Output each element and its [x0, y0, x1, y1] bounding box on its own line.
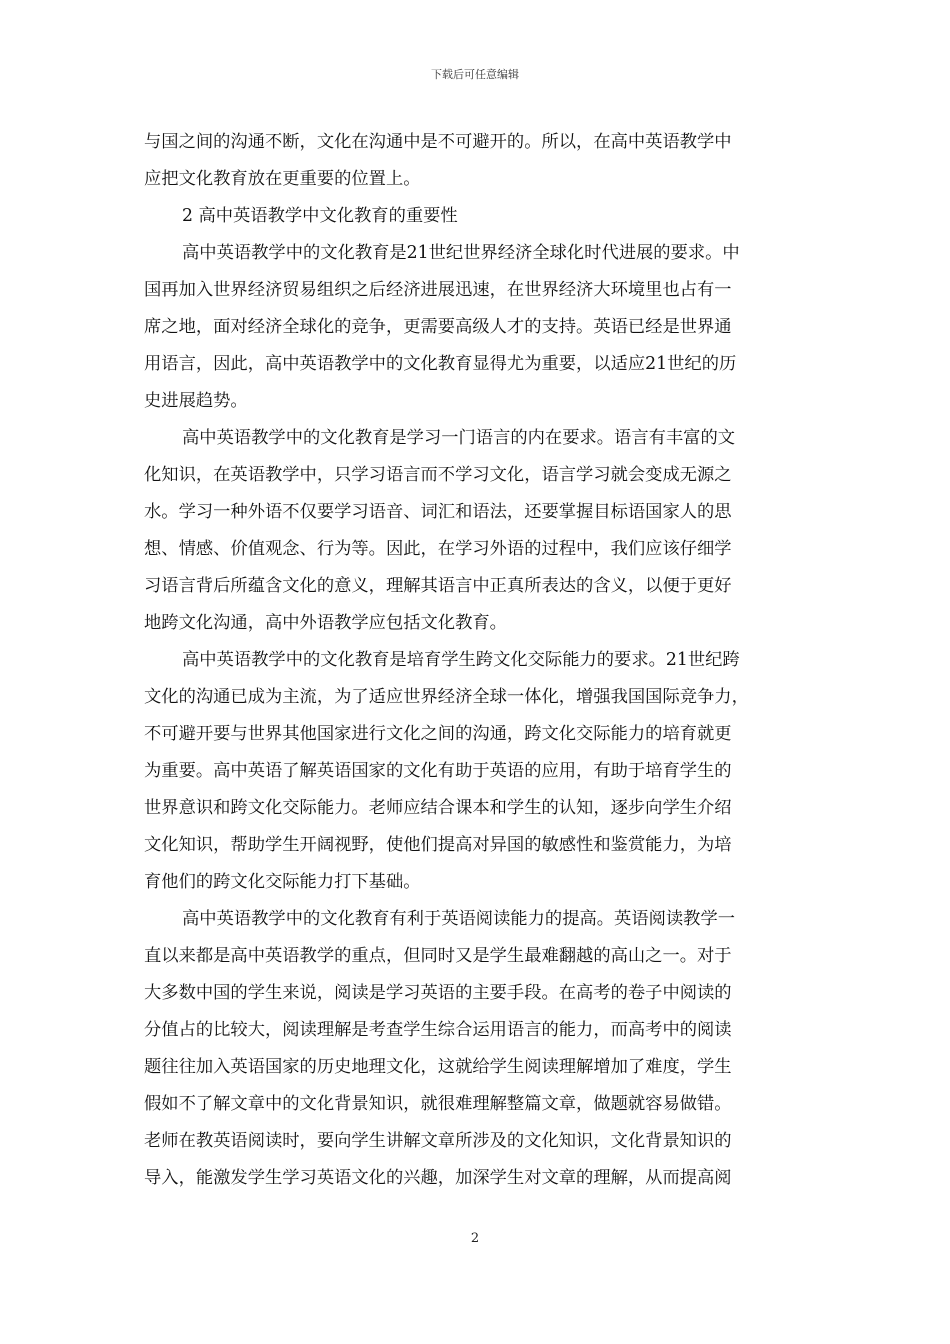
text-line: 地跨文化沟通，高中外语教学应包括文化教育。 [144, 613, 507, 633]
text-line: 国再加入世界经济贸易组织之后经济进展迅速，在世界经济大环境里也占有一 [144, 280, 732, 300]
text-line: 习语言背后所蕴含文化的意义，理解其语言中正真所表达的含义，以便于更好 [144, 576, 732, 596]
text-line: 高中英语教学中的文化教育有利于英语阅读能力的提高。英语阅读教学一 [182, 909, 736, 929]
text-line: 想、情感、价值观念、行为等。因此，在学习外语的过程中，我们应该仔细学 [144, 539, 732, 559]
text-line: 席之地，面对经济全球化的竞争，更需要高级人才的支持。英语已经是世界通 [144, 317, 732, 337]
text-line: 文化知识，帮助学生开阔视野，使他们提高对异国的敏感性和鉴赏能力，为培 [144, 835, 732, 855]
text-line: 文化的沟通已成为主流，为了适应世界经济全球一体化，增强我国国际竞争力， [144, 687, 749, 707]
text-line: 直以来都是高中英语教学的重点，但同时又是学生最难翻越的高山之一。对于 [144, 946, 732, 966]
text-line: 大多数中国的学生来说，阅读是学习英语的主要手段。在高考的卷子中阅读的 [144, 983, 732, 1003]
text-line: 史进展趋势。 [144, 391, 248, 411]
text-line: 老师在教英语阅读时，要向学生讲解文章所涉及的文化知识，文化背景知识的 [144, 1131, 732, 1151]
text-line: 2 高中英语教学中文化教育的重要性 [182, 206, 458, 226]
text-line: 育他们的跨文化交际能力打下基础。 [144, 872, 421, 892]
text-line: 水。学习一种外语不仅要学习语音、词汇和语法，还要掌握目标语国家人的思 [144, 502, 732, 522]
text-line: 化知识，在英语教学中，只学习语言而不学习文化，语言学习就会变成无源之 [144, 465, 732, 485]
text-line: 用语言，因此，高中英语教学中的文化教育显得尤为重要，以适应21世纪的历 [144, 354, 737, 374]
page-header: 下载后可任意编辑 [431, 68, 519, 81]
text-line: 应把文化教育放在更重要的位置上。 [144, 169, 421, 189]
document-body [144, 124, 806, 1197]
text-line: 与国之间的沟通不断，文化在沟通中是不可避开的。所以，在高中英语教学中 [144, 132, 732, 152]
text-line: 分值占的比较大，阅读理解是考查学生综合运用语言的能力，而高考中的阅读 [144, 1020, 732, 1040]
page-number: 2 [470, 1231, 480, 1246]
text-line: 不可避开要与世界其他国家进行文化之间的沟通，跨文化交际能力的培育就更 [144, 724, 732, 744]
text-line: 高中英语教学中的文化教育是培育学生跨文化交际能力的要求。21世纪跨 [182, 650, 740, 670]
text-line: 题往往加入英语国家的历史地理文化，这就给学生阅读理解增加了难度，学生 [144, 1057, 732, 1077]
text-line: 为重要。高中英语了解英语国家的文化有助于英语的应用，有助于培育学生的 [144, 761, 732, 781]
text-line: 假如不了解文章中的文化背景知识，就很难理解整篇文章，做题就容易做错。 [144, 1094, 732, 1114]
text-line: 导入，能激发学生学习英语文化的兴趣，加深学生对文章的理解，从而提高阅 [144, 1168, 732, 1188]
text-line: 高中英语教学中的文化教育是21世纪世界经济全球化时代进展的要求。中 [182, 243, 740, 263]
text-line: 世界意识和跨文化交际能力。老师应结合课本和学生的认知，逐步向学生介绍 [144, 798, 732, 818]
text-line: 高中英语教学中的文化教育是学习一门语言的内在要求。语言有丰富的文 [182, 428, 736, 448]
